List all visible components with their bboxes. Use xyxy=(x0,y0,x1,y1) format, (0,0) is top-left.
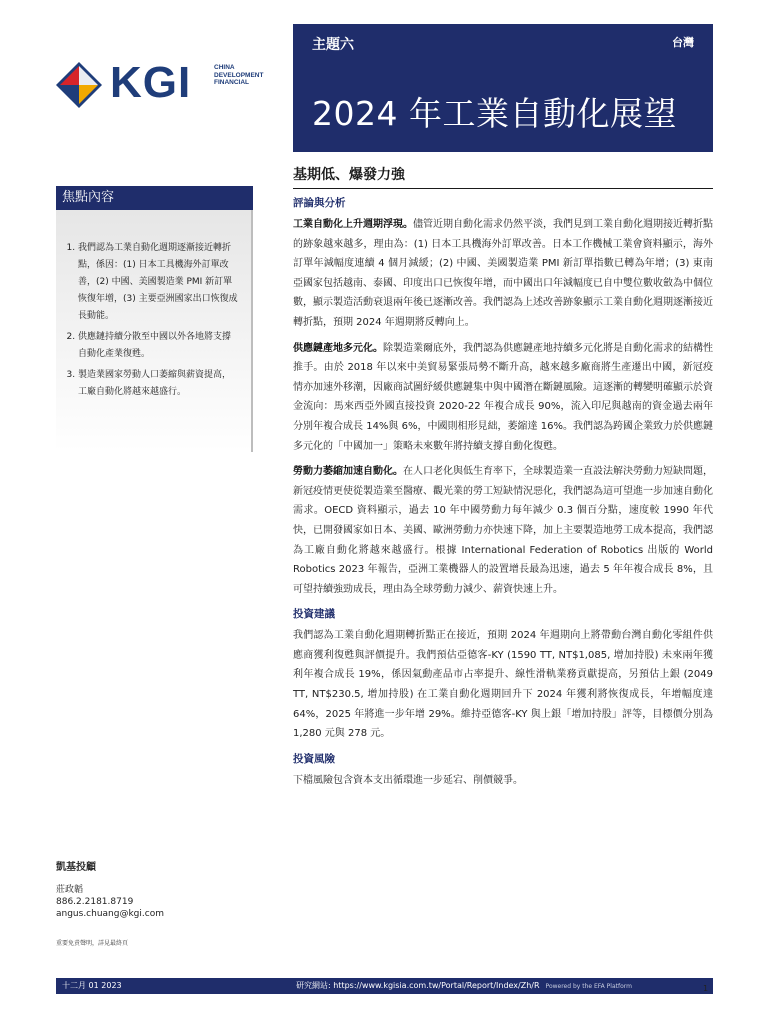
kgi-logo-mark-icon xyxy=(56,62,102,108)
analysis-paragraph xyxy=(293,462,713,599)
report-subtitle: 基期低、爆發力強 xyxy=(293,164,713,189)
section-title-invest: 投資建議 xyxy=(293,608,335,621)
analyst-email[interactable]: angus.chuang@kgi.com xyxy=(56,909,164,919)
research-site-link[interactable]: 研究網站: https://www.kgisia.com.tw/Portal/Report/Index/Zh/R Powered by the EFA Platform xyxy=(296,981,632,990)
main-content xyxy=(293,194,713,796)
footer-bar xyxy=(56,978,713,994)
logo-subtitle: CHINA DEVELOPMENT FINANCIAL xyxy=(214,64,264,86)
focus-item: 3. 製造業國家勞動人口萎縮與薪資提高，工廠自動化將越來越盛行。 xyxy=(78,367,239,401)
analysis-paragraph xyxy=(293,215,713,333)
powered-by: Powered by the EFA Platform xyxy=(545,983,632,990)
focus-header: 焦點內容 xyxy=(56,186,253,210)
focus-box xyxy=(56,210,253,452)
analyst-contact xyxy=(56,862,253,920)
section-title-risk: 投資風險 xyxy=(293,752,335,765)
paragraph-lead: 工業自動化上升週期浮現。 xyxy=(293,219,413,230)
report-date: 十二月 01 2023 xyxy=(62,981,122,990)
risk-paragraph: 下檔風險包含資本支出循環進一步延宕、削價競爭。 xyxy=(293,774,523,786)
region-label: 台灣 xyxy=(672,36,694,49)
contact-title: 凱基投顧 xyxy=(56,862,96,873)
invest-paragraph: 我們認為工業自動化週期轉折點正在接近，預期 2024 年週期向上將帶動台灣自動化零組件供應商獲利復甦與評價提升。我們預估亞德客-KY (1590 TT, NT$1,085, 增加持股) 未來兩年獲利年複合成長 19%，係因氣動產品市占率提升、線性滑軌業務貢獻提高，另預估上銀 (2049 TT, NT$230.5, 增加持股) 在工業自動化週期回升下 2024 年獲利將恢復成長，年增幅度達 64%，2025 年將進一步年增 29%。維持亞德客-KY 與上銀「增加持股」評等，目標價分別為 1,280 元與 278 元。 xyxy=(293,630,713,740)
page-title: 2024 年工業自動化展望 xyxy=(312,94,677,133)
focus-item: 2. 供應鏈持續分散至中國以外各地將支撐自動化產業復甦。 xyxy=(78,329,239,363)
focus-list xyxy=(56,210,251,401)
analyst-name: 莊政韜 xyxy=(56,885,84,895)
paragraph-lead: 供應鏈產地多元化。 xyxy=(293,342,383,354)
kgi-logo xyxy=(56,58,264,116)
paragraph-text: 在人口老化與低生育率下，全球製造業一直設法解決勞動力短缺問題，新冠疫情更使從製造業至醫療、觀光業的勞工短缺情況惡化，我們認為這可望進一步加速自動化需求。OECD 資料顯示，過去 10 年中國勞動力每年減少 0.3 個百分點，速度較 1990 年代快，已開發國家如日本、美國、歐洲勞動力亦快速下降，加上主要製造地勞工成本提高，我們認為工廠自動化將越來越盛行。根據 International Federation of Robotics 出版的 World Robotics 2023 年報告，亞洲工業機器人的設置增長最為迅速，過去 5 年年複合成長 8%，且可望持續強勁成長，理由為全球勞動力減少、薪資快速上升。 xyxy=(293,466,713,595)
page-number: 1 xyxy=(703,984,709,993)
paragraph-lead: 勞動力萎縮加速自動化。 xyxy=(293,466,403,478)
topic-label: 主題六 xyxy=(312,37,354,53)
focus-item: 1. 我們認為工業自動化週期逐漸接近轉折點，係因：(1) 日本工具機海外訂單改善，(2) 中國、美國製造業 PMI 新訂單恢復年增，(3) 主要亞洲國家出口恢復成長動能。 xyxy=(78,240,239,325)
paragraph-text: 除製造業爾底外，我們認為供應鏈產地持續多元化將是自動化需求的結構性推手。由於 2018 年以來中美貿易緊張局勢不斷升高，越來越多廠商將生產遷出中國，新冠疫情亦加速外移潮，因廠商試圖紓緩供應鏈集中與中國潛在斷鏈風險。這逐漸的轉變明確顯示於資金流向：馬來西亞外國直接投資 2020-22 年複合成長 90%，流入印尼與越南的資金過去兩年分別年複合成長 14%與 6%，中國則相形見絀，萎縮達 16%。我們認為跨國企業致力於供應鏈多元化的「中國加一」策略未來數年將持續支撐自動化復甦。 xyxy=(293,342,713,452)
paragraph-text: 儘管近期自動化需求仍然平淡，我們見到工業自動化週期接近轉折點的跡象越來越多，理由為：(1) 日本工具機海外訂單改善。日本工作機械工業會資料顯示，海外訂單年減幅度連續 4 個月減緩；(2) 中國、美國製造業 PMI 新訂單指數已轉為年增；(3) 東南亞國家包括越南、泰國、印度出口已恢復年增，而中國出口年減幅度已自中雙位數收斂為中個位數，顯示製造活動衰退兩年後已逐漸改善。我們認為上述改善跡象顯示工業自動化週期逐漸接近轉折點，預期 2024 年週期將反轉向上。 xyxy=(293,219,713,328)
header-banner xyxy=(293,24,713,152)
disclaimer-note: 重要免責聲明，詳見最終頁 xyxy=(56,940,129,947)
logo-wordmark: KGI xyxy=(110,58,192,107)
analyst-phone: 886.2.2181.8719 xyxy=(56,897,134,907)
analysis-paragraph xyxy=(293,339,713,457)
section-title-analysis: 評論與分析 xyxy=(293,197,346,209)
